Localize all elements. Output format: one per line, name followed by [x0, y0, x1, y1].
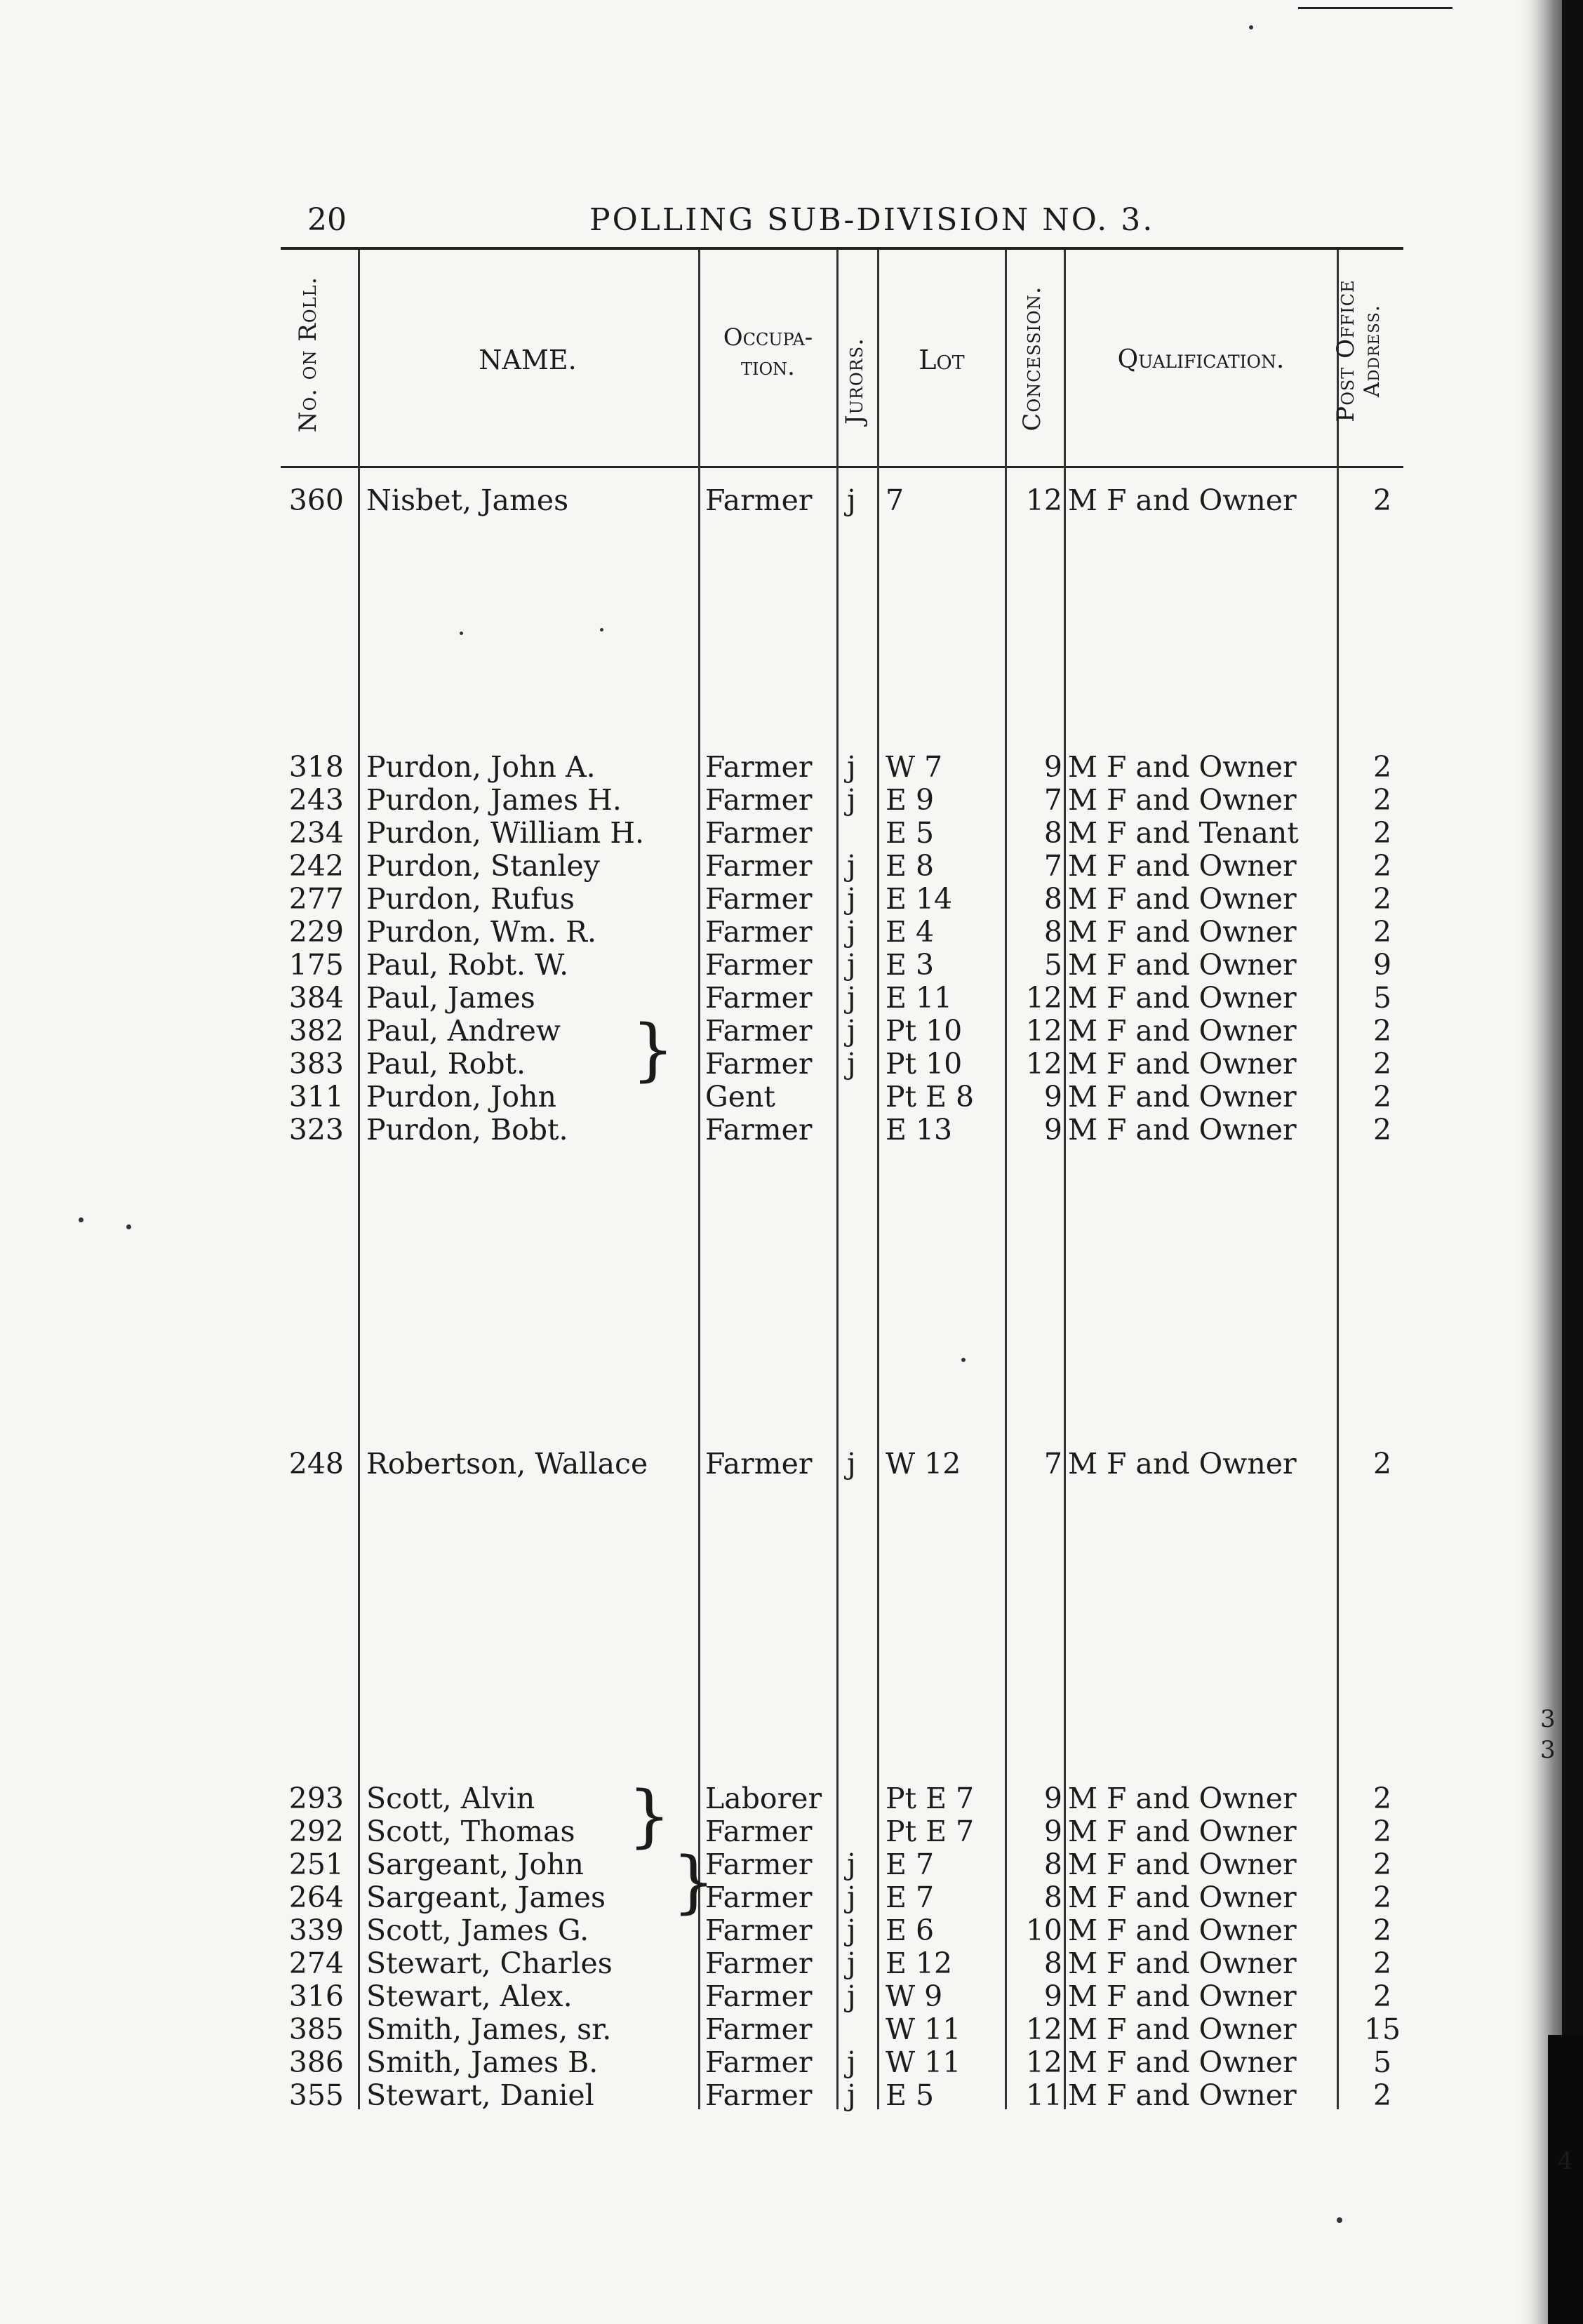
table-row	[0, 883, 1403, 916]
margin-digit: 4	[1558, 2147, 1573, 2175]
cell-post: 2	[1372, 882, 1392, 916]
cell-name: Purdon, John	[366, 1080, 556, 1114]
header-post-office-line2: Address.	[1360, 304, 1384, 398]
cell-occupation: Farmer	[705, 1946, 813, 1980]
cell-concession: 9	[1043, 1113, 1062, 1147]
header-lot: Lot	[919, 345, 965, 375]
cell-name: Paul, Robt. W.	[366, 948, 569, 982]
cell-roll: 385	[288, 2012, 344, 2046]
cell-lot: E 7	[886, 1881, 935, 1914]
cell-roll: 316	[288, 1979, 344, 2013]
cell-name: Scott, Alvin	[366, 1782, 535, 1815]
cell-roll: 229	[288, 915, 344, 949]
cell-name: Scott, Thomas	[366, 1815, 575, 1848]
cell-concession: 5	[1043, 948, 1062, 982]
cell-qualification: M F and Owner	[1068, 948, 1297, 982]
cell-concession: 7	[1043, 783, 1062, 817]
cell-post: 2	[1372, 1014, 1392, 1048]
cell-name: Stewart, Alex.	[366, 1979, 573, 2013]
cell-concession: 8	[1043, 1848, 1062, 1881]
cell-occupation: Farmer	[705, 1914, 813, 1947]
cell-lot: W 12	[886, 1447, 961, 1481]
cell-juror: j	[847, 915, 856, 949]
cell-occupation: Farmer	[705, 2012, 813, 2046]
cell-occupation: Farmer	[705, 1113, 813, 1147]
header-concession: Concession.	[1018, 286, 1046, 432]
cell-post: 2	[1372, 1815, 1392, 1848]
cell-lot: W 11	[886, 2045, 961, 2079]
cell-roll: 293	[288, 1782, 344, 1815]
cell-qualification: M F and Owner	[1068, 2012, 1297, 2046]
header-jurors: Jurors.	[841, 338, 869, 425]
cell-juror: j	[847, 750, 856, 784]
speck	[961, 1358, 966, 1362]
cell-post: 2	[1372, 816, 1392, 850]
page-title: POLLING SUB-DIVISION NO. 3.	[589, 202, 1155, 238]
cell-concession: 12	[1025, 483, 1062, 517]
cell-post: 15	[1363, 2012, 1401, 2046]
cell-concession: 8	[1043, 882, 1062, 916]
cell-occupation: Farmer	[705, 2045, 813, 2079]
brace-paul: }	[632, 1010, 675, 1089]
cell-post: 2	[1372, 1881, 1392, 1914]
speck	[79, 1217, 84, 1222]
cell-occupation: Farmer	[705, 849, 813, 883]
table-row	[0, 1114, 1403, 1147]
table-row	[0, 2046, 1403, 2079]
cell-occupation: Farmer	[705, 2078, 813, 2112]
table-row	[0, 2013, 1403, 2046]
cell-concession: 7	[1043, 1447, 1062, 1481]
header-post-office-line1: Post Office	[1332, 279, 1360, 422]
cell-post: 2	[1372, 483, 1392, 517]
cell-qualification: M F and Owner	[1068, 981, 1297, 1015]
cell-lot: E 4	[886, 915, 935, 949]
cell-lot: E 7	[886, 1848, 935, 1881]
cell-lot: E 9	[886, 783, 935, 817]
cell-post: 2	[1372, 915, 1392, 949]
cell-name: Purdon, Wm. R.	[366, 915, 596, 949]
margin-digit: 3	[1540, 1705, 1556, 1733]
cell-juror: j	[847, 1014, 856, 1048]
cell-name: Purdon, Bobt.	[366, 1113, 568, 1147]
cell-qualification: M F and Owner	[1068, 483, 1297, 517]
cell-name: Purdon, Rufus	[366, 882, 575, 916]
header-rule	[281, 466, 1403, 468]
cell-post: 2	[1372, 750, 1392, 784]
cell-post: 9	[1372, 948, 1392, 982]
cell-occupation: Farmer	[705, 948, 813, 982]
cell-post: 2	[1372, 783, 1392, 817]
cell-roll: 251	[288, 1848, 344, 1881]
cell-qualification: M F and Owner	[1068, 1447, 1297, 1481]
cell-qualification: M F and Owner	[1068, 882, 1297, 916]
cell-roll: 243	[288, 783, 344, 817]
cell-lot: Pt E 7	[886, 1815, 975, 1848]
table-row	[0, 1947, 1403, 1980]
header-roll: No. on Roll.	[294, 276, 322, 433]
cell-lot: E 5	[886, 2078, 935, 2112]
speck	[600, 628, 603, 632]
table-row	[0, 484, 1403, 517]
header-name: NAME.	[479, 345, 577, 375]
cell-juror: j	[847, 981, 856, 1015]
cell-roll: 248	[288, 1447, 344, 1481]
cell-roll: 234	[288, 816, 344, 850]
cell-roll: 386	[288, 2045, 344, 2079]
cell-concession: 11	[1025, 2078, 1062, 2112]
cell-post: 2	[1372, 1447, 1392, 1481]
margin-digit: 3	[1540, 1736, 1556, 1764]
cell-roll: 292	[288, 1815, 344, 1848]
cell-lot: E 5	[886, 816, 935, 850]
cell-lot: Pt 10	[886, 1047, 963, 1081]
cell-lot: Pt E 8	[886, 1080, 975, 1114]
cell-post: 2	[1372, 2078, 1392, 2112]
speck	[1249, 25, 1253, 29]
cell-lot: Pt 10	[886, 1014, 963, 1048]
table-row	[0, 784, 1403, 817]
cell-juror: j	[847, 2078, 856, 2112]
cell-qualification: M F and Owner	[1068, 1881, 1297, 1914]
cell-concession: 9	[1043, 750, 1062, 784]
cell-lot: E 8	[886, 849, 935, 883]
cell-juror: j	[847, 1047, 856, 1081]
cell-occupation: Farmer	[705, 981, 813, 1015]
cell-juror: j	[847, 882, 856, 916]
cell-qualification: M F and Owner	[1068, 783, 1297, 817]
cell-juror: j	[847, 1447, 856, 1481]
table-row	[0, 1015, 1403, 1048]
cell-roll: 384	[288, 981, 344, 1015]
cell-lot: Pt E 7	[886, 1782, 975, 1815]
cell-name: Purdon, Stanley	[366, 849, 600, 883]
header-qualification: Qualification.	[1117, 345, 1285, 374]
cell-juror: j	[847, 1848, 856, 1881]
cell-juror: j	[847, 2045, 856, 2079]
cell-occupation: Farmer	[705, 1447, 813, 1481]
cell-post: 2	[1372, 1782, 1392, 1815]
cell-occupation: Farmer	[705, 783, 813, 817]
cell-name: Stewart, Charles	[366, 1946, 613, 1980]
cell-name: Paul, Robt.	[366, 1047, 526, 1081]
table-row	[0, 1980, 1403, 2013]
cell-qualification: M F and Owner	[1068, 2078, 1297, 2112]
cell-occupation: Farmer	[705, 1979, 813, 2013]
table-row	[0, 982, 1403, 1015]
table-row	[0, 949, 1403, 982]
cell-juror: j	[847, 948, 856, 982]
cell-name: Sargeant, James	[366, 1881, 606, 1914]
cell-name: Sargeant, John	[366, 1848, 584, 1881]
table-row	[0, 1782, 1403, 1815]
cell-lot: W 7	[886, 750, 943, 784]
cell-lot: E 11	[886, 981, 953, 1015]
cell-juror: j	[847, 1946, 856, 1980]
cell-concession: 9	[1043, 1979, 1062, 2013]
cell-name: Purdon, William H.	[366, 816, 645, 850]
cell-concession: 12	[1025, 2045, 1062, 2079]
cell-concession: 9	[1043, 1080, 1062, 1114]
cell-qualification: M F and Owner	[1068, 2045, 1297, 2079]
table-row	[0, 751, 1403, 784]
cell-name: Purdon, John A.	[366, 750, 596, 784]
table-row	[0, 916, 1403, 949]
cell-occupation: Farmer	[705, 915, 813, 949]
cell-name: Smith, James B.	[366, 2045, 599, 2079]
cell-occupation: Farmer	[705, 483, 813, 517]
cell-occupation: Laborer	[705, 1782, 822, 1815]
cell-name: Nisbet, James	[366, 483, 569, 517]
cell-qualification: M F and Owner	[1068, 1047, 1297, 1081]
cell-roll: 355	[288, 2078, 344, 2112]
cell-post: 2	[1372, 1080, 1392, 1114]
cell-roll: 264	[288, 1881, 344, 1914]
speck	[126, 1224, 131, 1229]
cell-concession: 8	[1043, 915, 1062, 949]
cell-qualification: M F and Tenant	[1068, 816, 1299, 850]
cell-concession: 12	[1025, 981, 1062, 1015]
cell-occupation: Farmer	[705, 1848, 813, 1881]
top-rule	[281, 247, 1403, 250]
cell-post: 2	[1372, 849, 1392, 883]
cell-occupation: Farmer	[705, 1014, 813, 1048]
cell-lot: 7	[886, 483, 904, 517]
cell-name: Paul, Andrew	[366, 1014, 561, 1048]
cell-juror: j	[847, 1881, 856, 1914]
header-occupation-line1: Occupa-	[723, 323, 813, 352]
cell-name: Scott, James G.	[366, 1914, 589, 1947]
page-number: 20	[307, 202, 347, 238]
cell-juror: j	[847, 1914, 856, 1947]
cell-roll: 274	[288, 1946, 344, 1980]
cell-lot: E 3	[886, 948, 935, 982]
cell-occupation: Farmer	[705, 1881, 813, 1914]
cell-juror: j	[847, 783, 856, 817]
cell-name: Paul, James	[366, 981, 535, 1015]
cell-lot: E 12	[886, 1946, 953, 1980]
cell-lot: W 11	[886, 2012, 961, 2046]
cell-roll: 382	[288, 1014, 344, 1048]
cell-name: Stewart, Daniel	[366, 2078, 594, 2112]
cell-qualification: M F and Owner	[1068, 849, 1297, 883]
cell-qualification: M F and Owner	[1068, 1914, 1297, 1947]
table-row	[0, 1048, 1403, 1081]
cell-name: Smith, James, sr.	[366, 2012, 612, 2046]
cell-qualification: M F and Owner	[1068, 1815, 1297, 1848]
cell-roll: 339	[288, 1914, 344, 1947]
cell-post: 2	[1372, 1047, 1392, 1081]
cell-post: 2	[1372, 1979, 1392, 2013]
cell-juror: j	[847, 849, 856, 883]
cell-post: 5	[1372, 981, 1392, 1015]
table-row	[0, 1081, 1403, 1114]
cell-roll: 323	[288, 1113, 344, 1147]
cell-qualification: M F and Owner	[1068, 915, 1297, 949]
cell-lot: E 14	[886, 882, 953, 916]
cell-qualification: M F and Owner	[1068, 1946, 1297, 1980]
header-occupation-line2: tion.	[741, 353, 795, 381]
cell-concession: 9	[1043, 1782, 1062, 1815]
cell-concession: 12	[1025, 1014, 1062, 1048]
cell-concession: 9	[1043, 1815, 1062, 1848]
cell-roll: 175	[288, 948, 344, 982]
cell-concession: 8	[1043, 816, 1062, 850]
speck	[460, 632, 463, 635]
cell-post: 2	[1372, 1848, 1392, 1881]
cell-occupation: Farmer	[705, 1815, 813, 1848]
cell-name: Robertson, Wallace	[366, 1447, 648, 1481]
speck	[1337, 2217, 1342, 2223]
table-row	[0, 1448, 1403, 1481]
cell-lot: E 13	[886, 1113, 953, 1147]
cell-concession: 12	[1025, 1047, 1062, 1081]
cell-lot: W 9	[886, 1979, 943, 2013]
binding-edge	[1443, 0, 1583, 2324]
cell-occupation: Gent	[705, 1080, 775, 1114]
cell-qualification: M F and Owner	[1068, 1979, 1297, 2013]
cell-post: 2	[1372, 1914, 1392, 1947]
cell-concession: 7	[1043, 849, 1062, 883]
table-row	[0, 850, 1403, 883]
cell-concession: 10	[1025, 1914, 1062, 1947]
cell-qualification: M F and Owner	[1068, 1848, 1297, 1881]
cell-qualification: M F and Owner	[1068, 1014, 1297, 1048]
cell-qualification: M F and Owner	[1068, 1782, 1297, 1815]
cell-roll: 383	[288, 1047, 344, 1081]
cell-occupation: Farmer	[705, 816, 813, 850]
cell-name: Purdon, James H.	[366, 783, 622, 817]
cell-qualification: M F and Owner	[1068, 1080, 1297, 1114]
cell-juror: j	[847, 483, 856, 517]
table-row	[0, 817, 1403, 850]
corner-mark	[1298, 7, 1452, 9]
cell-concession: 8	[1043, 1881, 1062, 1914]
cell-post: 2	[1372, 1113, 1392, 1147]
cell-occupation: Farmer	[705, 1047, 813, 1081]
cell-roll: 360	[288, 483, 344, 517]
brace-scott: }	[628, 1777, 672, 1855]
cell-occupation: Farmer	[705, 750, 813, 784]
cell-concession: 8	[1043, 1946, 1062, 1980]
cell-roll: 277	[288, 882, 344, 916]
cell-roll: 242	[288, 849, 344, 883]
brace-sargeant: }	[672, 1843, 716, 1921]
cell-roll: 318	[288, 750, 344, 784]
cell-juror: j	[847, 1979, 856, 2013]
table-row	[0, 2079, 1403, 2112]
cell-lot: E 6	[886, 1914, 935, 1947]
cell-post: 5	[1372, 2045, 1392, 2079]
cell-occupation: Farmer	[705, 882, 813, 916]
cell-qualification: M F and Owner	[1068, 750, 1297, 784]
cell-roll: 311	[288, 1080, 344, 1114]
cell-concession: 12	[1025, 2012, 1062, 2046]
cell-post: 2	[1372, 1946, 1392, 1980]
cell-qualification: M F and Owner	[1068, 1113, 1297, 1147]
